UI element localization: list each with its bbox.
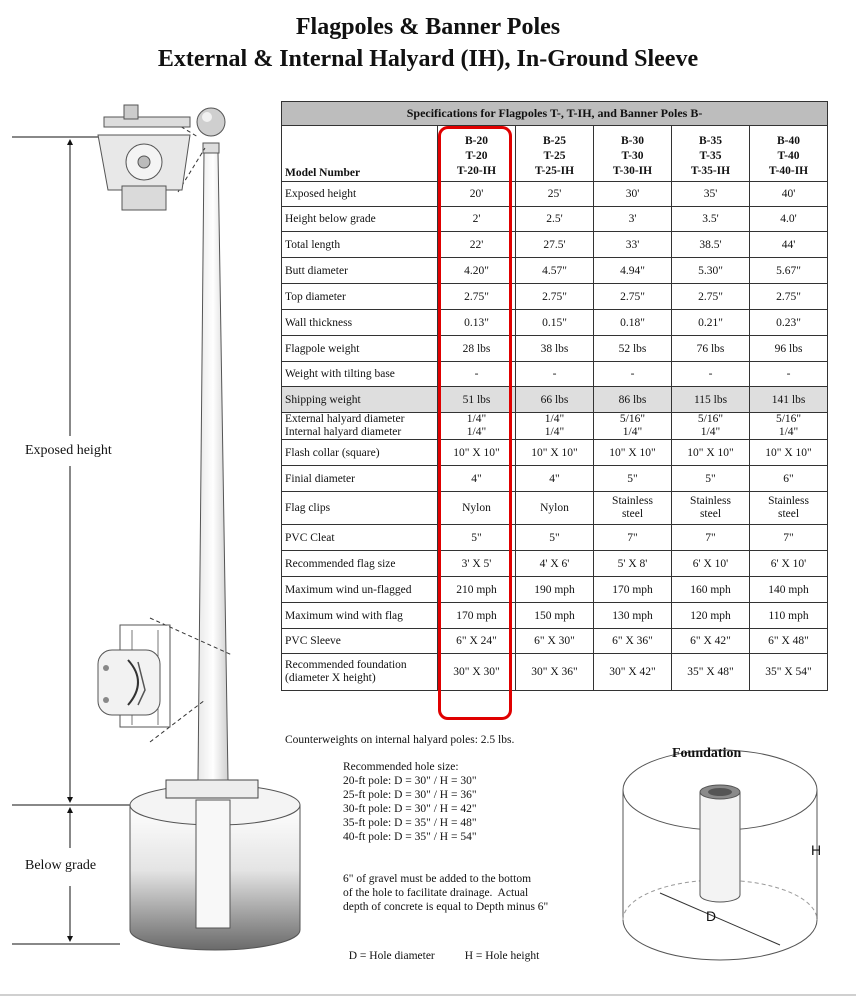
spec-cell: 141 lbs <box>750 387 828 413</box>
spec-cell: 2.75" <box>516 284 594 310</box>
spec-cell: 5" <box>516 525 594 551</box>
spec-cell: 28 lbs <box>438 336 516 362</box>
spec-cell: 0.13" <box>438 310 516 336</box>
spec-cell: Stainless steel <box>750 492 828 525</box>
spec-cell: 6' X 10' <box>672 551 750 577</box>
spec-row <box>282 336 828 362</box>
spec-cell: 10" X 10" <box>750 440 828 466</box>
spec-cell: 7" <box>750 525 828 551</box>
spec-row-label: Finial diameter <box>282 466 438 492</box>
hole-size-item: 35-ft pole: D = 35" / H = 48" <box>343 817 477 829</box>
spec-cell: 6' X 10' <box>750 551 828 577</box>
spec-cell: 1/4" 1/4" <box>516 413 594 440</box>
spec-cell: 3' <box>594 207 672 232</box>
spec-cell: 5.67" <box>750 258 828 284</box>
spec-row <box>282 362 828 387</box>
spec-cell: 33' <box>594 232 672 258</box>
hole-size-list <box>343 774 477 844</box>
spec-cell: 0.15" <box>516 310 594 336</box>
foundation-title: Foundation <box>672 746 742 761</box>
model-code: T-40-IH <box>768 165 809 177</box>
spec-cell: 5/16" 1/4" <box>672 413 750 440</box>
hole-size-item: 20-ft pole: D = 30" / H = 30" <box>343 775 477 787</box>
model-code: T-35-IH <box>690 165 731 177</box>
spec-row-label: Total length <box>282 232 438 258</box>
spec-cell: 6" X 30" <box>516 629 594 654</box>
spec-table <box>281 101 828 691</box>
spec-cell: 30' <box>594 182 672 207</box>
spec-cell: 160 mph <box>672 577 750 603</box>
spec-row-label: Top diameter <box>282 284 438 310</box>
spec-cell: 20' <box>438 182 516 207</box>
spec-cell: - <box>672 362 750 387</box>
spec-row-label: PVC Sleeve <box>282 629 438 654</box>
spec-cell: 170 mph <box>594 577 672 603</box>
spec-row-label: External halyard diameter Internal halyard diameter <box>282 413 438 440</box>
spec-cell: 35" X 48" <box>672 654 750 691</box>
spec-cell: 51 lbs <box>438 387 516 413</box>
spec-row-label: Butt diameter <box>282 258 438 284</box>
hole-size-item: 40-ft pole: D = 35" / H = 54" <box>343 831 477 843</box>
spec-cell: 2.75" <box>438 284 516 310</box>
spec-row <box>282 654 828 691</box>
model-code: T-25-IH <box>534 165 575 177</box>
spec-row <box>282 207 828 232</box>
model-code: B-20 <box>465 135 488 147</box>
spec-cell: 210 mph <box>438 577 516 603</box>
spec-row-label: Wall thickness <box>282 310 438 336</box>
spec-cell: 2.75" <box>672 284 750 310</box>
spec-row <box>282 387 828 413</box>
spec-cell: 76 lbs <box>672 336 750 362</box>
spec-cell: 4" <box>438 466 516 492</box>
model-number-label: Model Number <box>282 126 438 182</box>
spec-cell: 4.94" <box>594 258 672 284</box>
model-code: B-30 <box>621 135 644 147</box>
spec-cell: 130 mph <box>594 603 672 629</box>
spec-cell: 2.75" <box>750 284 828 310</box>
spec-cell: 5/16" 1/4" <box>750 413 828 440</box>
spec-cell: Nylon <box>438 492 516 525</box>
spec-cell: 7" <box>594 525 672 551</box>
spec-cell: 4' X 6' <box>516 551 594 577</box>
spec-cell: 10" X 10" <box>672 440 750 466</box>
h-definition: H = Hole height <box>464 950 540 962</box>
spec-cell: 22' <box>438 232 516 258</box>
spec-cell: 44' <box>750 232 828 258</box>
spec-cell: 5" <box>594 466 672 492</box>
spec-cell: 4" <box>516 466 594 492</box>
hole-size-item: 25-ft pole: D = 30" / H = 36" <box>343 789 477 801</box>
spec-row-label: Maximum wind un-flagged <box>282 577 438 603</box>
spec-cell: 0.21" <box>672 310 750 336</box>
spec-cell: 35" X 54" <box>750 654 828 691</box>
spec-cell: 3' X 5' <box>438 551 516 577</box>
spec-row <box>282 525 828 551</box>
hole-size-item: 30-ft pole: D = 30" / H = 42" <box>343 803 477 815</box>
title-line-1: Flagpoles & Banner Poles <box>295 14 561 40</box>
page-bottom-divider <box>0 994 856 996</box>
spec-cell: 6" <box>750 466 828 492</box>
spec-cell: 27.5' <box>516 232 594 258</box>
spec-row-label: Maximum wind with flag <box>282 603 438 629</box>
spec-cell: 10" X 10" <box>516 440 594 466</box>
spec-row-label: Flag clips <box>282 492 438 525</box>
spec-row <box>282 603 828 629</box>
spec-cell: 140 mph <box>750 577 828 603</box>
foundation-h-label: H <box>811 842 822 858</box>
spec-row-label: Exposed height <box>282 182 438 207</box>
spec-row <box>282 629 828 654</box>
spec-cell: 52 lbs <box>594 336 672 362</box>
spec-cell: - <box>438 362 516 387</box>
spec-cell: 30" X 42" <box>594 654 672 691</box>
spec-row <box>282 440 828 466</box>
spec-cell: 5' X 8' <box>594 551 672 577</box>
spec-cell: 40' <box>750 182 828 207</box>
spec-cell: 1/4" 1/4" <box>438 413 516 440</box>
spec-row <box>282 413 828 440</box>
spec-cell: 2' <box>438 207 516 232</box>
spec-row-label: Flagpole weight <box>282 336 438 362</box>
spec-row-label: PVC Cleat <box>282 525 438 551</box>
spec-row-label: Height below grade <box>282 207 438 232</box>
spec-cell: 0.23" <box>750 310 828 336</box>
spec-cell: 96 lbs <box>750 336 828 362</box>
spec-cell: 66 lbs <box>516 387 594 413</box>
spec-cell: - <box>516 362 594 387</box>
spec-row <box>282 284 828 310</box>
spec-cell: 2.75" <box>594 284 672 310</box>
exposed-height-label: Exposed height <box>25 443 112 458</box>
spec-row <box>282 182 828 207</box>
spec-cell: 25' <box>516 182 594 207</box>
spec-row <box>282 258 828 284</box>
spec-cell: 150 mph <box>516 603 594 629</box>
model-code: T-30 <box>621 150 644 162</box>
spec-cell: 5" <box>438 525 516 551</box>
gravel-note: 6" of gravel must be added to the bottom of the hole to facilitate drainage. Actual depth of concrete is equal to Depth minus 6" <box>343 873 549 913</box>
model-header <box>750 126 828 182</box>
spec-row <box>282 551 828 577</box>
model-code: T-20 <box>465 150 488 162</box>
spec-row <box>282 466 828 492</box>
spec-row-label: Weight with tilting base <box>282 362 438 387</box>
spec-cell: 120 mph <box>672 603 750 629</box>
spec-row <box>282 232 828 258</box>
spec-row-label: Shipping weight <box>282 387 438 413</box>
spec-cell: 6" X 36" <box>594 629 672 654</box>
spec-cell: 115 lbs <box>672 387 750 413</box>
spec-cell: 6" X 48" <box>750 629 828 654</box>
model-code: B-35 <box>699 135 722 147</box>
model-code: T-35 <box>699 150 722 162</box>
spec-cell: 190 mph <box>516 577 594 603</box>
spec-row <box>282 310 828 336</box>
spec-cell: 2.5' <box>516 207 594 232</box>
spec-cell: - <box>594 362 672 387</box>
model-code: B-40 <box>777 135 801 147</box>
hole-size-heading: Recommended hole size: <box>343 761 459 773</box>
spec-row <box>282 577 828 603</box>
below-grade-label: Below grade <box>25 858 97 873</box>
spec-cell: 7" <box>672 525 750 551</box>
spec-cell: 5/16" 1/4" <box>594 413 672 440</box>
spec-cell: 6" X 42" <box>672 629 750 654</box>
spec-cell: 5" <box>672 466 750 492</box>
spec-cell: 10" X 10" <box>594 440 672 466</box>
spec-cell: 5.30" <box>672 258 750 284</box>
spec-cell: 86 lbs <box>594 387 672 413</box>
spec-cell: Stainless steel <box>672 492 750 525</box>
spec-cell: 4.57" <box>516 258 594 284</box>
dimension-definitions <box>343 935 569 963</box>
spec-row-label: Flash collar (square) <box>282 440 438 466</box>
spec-cell: Nylon <box>516 492 594 525</box>
spec-cell: 38 lbs <box>516 336 594 362</box>
spec-cell: 0.18" <box>594 310 672 336</box>
spec-cell: 4.0' <box>750 207 828 232</box>
model-header <box>594 126 672 182</box>
model-header <box>438 126 516 182</box>
spec-cell: - <box>750 362 828 387</box>
spec-cell: Stainless steel <box>594 492 672 525</box>
model-header <box>672 126 750 182</box>
spec-cell: 35' <box>672 182 750 207</box>
counterweight-note: Counterweights on internal halyard poles: 2.5 lbs. <box>285 734 515 746</box>
spec-cell: 110 mph <box>750 603 828 629</box>
spec-cell: 6" X 24" <box>438 629 516 654</box>
spec-heading: Specifications for Flagpoles T-, T-IH, and Banner Poles B- <box>282 102 828 126</box>
spec-row <box>282 492 828 525</box>
title-line-2: External & Internal Halyard (IH), In-Ground Sleeve <box>157 46 699 72</box>
spec-cell: 3.5' <box>672 207 750 232</box>
spec-cell: 4.20" <box>438 258 516 284</box>
model-code: T-40 <box>777 150 800 162</box>
model-code: B-25 <box>543 135 566 147</box>
model-code: T-30-IH <box>612 165 653 177</box>
spec-cell: 30" X 36" <box>516 654 594 691</box>
model-code: T-25 <box>543 150 566 162</box>
spec-row-label: Recommended flag size <box>282 551 438 577</box>
model-header <box>516 126 594 182</box>
model-code: T-20-IH <box>456 165 497 177</box>
spec-cell: 30" X 30" <box>438 654 516 691</box>
foundation-d-label: D <box>706 908 717 924</box>
spec-cell: 10" X 10" <box>438 440 516 466</box>
spec-cell: 38.5' <box>672 232 750 258</box>
spec-row-label: Recommended foundation (diameter X height) <box>282 654 438 691</box>
spec-cell: 170 mph <box>438 603 516 629</box>
d-definition: D = Hole diameter <box>348 950 435 962</box>
